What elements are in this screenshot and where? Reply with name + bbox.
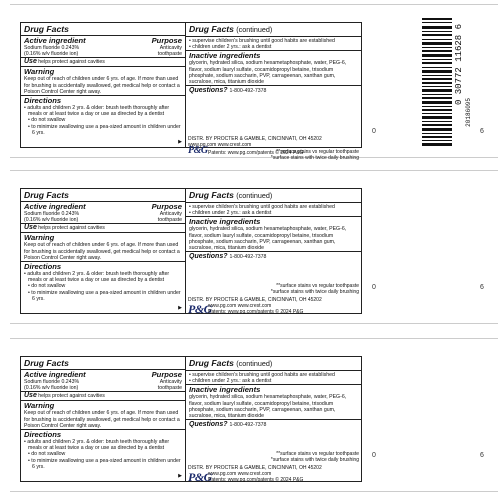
continued-bullet: • supervise children's brushing until good habits are established: [189, 372, 335, 378]
barcode-lot: 20186095: [465, 98, 472, 127]
side-mark-zero: 0: [372, 284, 376, 291]
continued-bullet: • supervise children's brushing until good habits are established: [189, 38, 335, 44]
continued-bullet: • children under 2 yrs.: ask a dentist: [186, 378, 361, 385]
drug-facts-box: [20, 356, 186, 482]
directions-item: • do not swallow: [28, 451, 66, 458]
inactive-text: glycerin, hydrated silica, sodium hexametaphosphate, water, PEG-6, flavor, sodium lauryl sulfate, cocamidopropyl betaine, trisodium phosphate, sodium saccharin, PVP, carrageenan, xanthan gum, sucralose, mica, titanium dioxide: [189, 226, 347, 252]
label-panel-3: [0, 334, 500, 496]
pg-logo: P&G: [188, 470, 212, 484]
stains-note: **surface stains vs regular toothpaste *surface stains with twice daily brushing: [270, 451, 359, 463]
use-text: helps protect against cavities: [38, 59, 105, 66]
use-row: Use helps protect against cavities: [21, 392, 185, 401]
directions-item: • adults and children 2 yrs. & older: brush teeth thoroughly after meals or at least twice a day or use as directed by a dentist: [24, 105, 170, 118]
active-ingredient-row: [21, 45, 185, 58]
drug-facts-box: [20, 22, 186, 148]
side-mark-zero: 0: [372, 128, 376, 135]
warning-text: Keep out of reach of children under 6 yrs. of age. If more than used for brushing is accidentally swallowed, get medical help or contact a Poison Control Center right away.: [21, 242, 185, 262]
warning-text: Keep out of reach of children under 6 yrs. of age. If more than used for brushing is accidentally swallowed, get medical help or contact a Poison Control Center right away.: [21, 410, 185, 430]
warning-label: Warning: [24, 67, 55, 77]
stains-note: **surface stains vs regular toothpaste *surface stains with twice daily brushing: [270, 149, 359, 161]
directions-item: • to minimize swallowing use a pea-sized amount in children under 6 yrs.: [28, 457, 181, 470]
directions-label: Directions: [24, 96, 62, 106]
questions-row: Questions? 1-800-492-7378: [186, 251, 361, 262]
active-ingredient-header: Active ingredient Purpose: [24, 202, 182, 211]
drug-facts-title: Drug Facts: [21, 189, 185, 202]
warning-label: Warning: [24, 233, 55, 243]
questions-phone: 1-800-492-7378: [229, 88, 267, 95]
inactive-label: Inactive ingredients: [189, 217, 261, 227]
continued-bullet: • children under 2 yrs.: ask a dentist: [186, 44, 361, 51]
active-ingredient-row: Sodium fluoride 0.243% (0.16% w/v fluoride ion) Anticavity toothpaste: [21, 379, 185, 392]
barcode-bars: [422, 14, 452, 152]
inactive-label: Inactive ingredients: [189, 385, 261, 395]
directions-item: • adults and children 2 yrs. & older: brush teeth thoroughly after meals or at least twice a day or use as directed by a dentist: [24, 271, 170, 284]
warning-text: Keep out of reach of children under 6 yrs. of age. If more than used for brushing is accidentally swallowed, get medical help or contact a Poison Control Center right away.: [21, 76, 185, 96]
purpose-1: Anticavity: [159, 45, 182, 51]
side-mark-six: 6: [480, 284, 484, 291]
continue-arrow-icon: ▶: [178, 305, 182, 311]
active-ingredient-note: (0.16% w/v fluoride ion): [24, 51, 79, 58]
continue-arrow-icon: ▶: [178, 139, 182, 145]
active-ingredient-header: Active ingredient Purpose: [24, 370, 182, 379]
active-ingredient-row: Sodium fluoride 0.243% (0.16% w/v fluoride ion) Anticavity toothpaste: [21, 211, 185, 224]
website-text: www.pg.com www.crest.com: [208, 303, 272, 309]
drug-facts-continued-box: [186, 22, 362, 148]
patents-text: Patents: www.pg.com/patents © 2024 P&G: [208, 477, 304, 483]
directions-item: • do not swallow: [28, 283, 66, 290]
pg-logo: P&G: [188, 302, 212, 316]
stains-note: **surface stains vs regular toothpaste *surface stains with twice daily brushing: [270, 283, 359, 295]
active-ingredient: Sodium fluoride 0.243%: [24, 45, 80, 51]
purpose-2: toothpaste: [157, 51, 182, 58]
purpose-label: Purpose: [151, 36, 182, 45]
use-row: [21, 58, 185, 67]
side-mark-zero: 0: [372, 452, 376, 459]
pg-logo: P&G: [188, 145, 208, 156]
active-ingredient-header: [21, 36, 185, 45]
directions-label: Directions: [24, 262, 62, 272]
warning-label: Warning: [24, 401, 55, 411]
directions-item: • adults and children 2 yrs. & older: brush teeth thoroughly after meals or at least twice a day or use as directed by a dentist: [24, 439, 170, 452]
drug-facts-continued-title: Drug Facts (continued): [186, 357, 361, 371]
drug-facts-box: [20, 188, 186, 314]
label-panel-2: [0, 166, 500, 328]
continue-arrow-icon: ▶: [178, 473, 182, 479]
directions-item: • to minimize swallowing use a pea-sized amount in children under 6 yrs.: [28, 123, 181, 136]
active-ingredient-label: Active ingredient: [24, 36, 86, 45]
drug-facts-title: Drug Facts: [21, 23, 185, 36]
continued-bullet: • supervise children's brushing until good habits are established: [189, 204, 335, 210]
directions-label: Directions: [24, 430, 62, 440]
questions-row: Questions? 1-800-492-7378: [186, 419, 361, 430]
drug-facts-title: Drug Facts: [21, 357, 185, 370]
directions-item: • do not swallow: [28, 117, 66, 124]
barcode-digits: 0 30772 11628 6: [454, 24, 464, 106]
distributor-text: DISTR. BY PROCTER & GAMBLE, CINCINNATI, OH 45202 www.pg.com www.crest.com: [188, 136, 322, 148]
distributor-text: DISTR. BY PROCTER & GAMBLE, CINCINNATI, OH 45202: [188, 297, 322, 303]
patents-text: Patents: www.pg.com/patents © 2024 P&G: [208, 309, 304, 315]
questions-row: Questions? 1-800-492-7378: [186, 85, 361, 96]
patents-text: Patents: www.pg.com/patents © 2024 P&G: [208, 150, 304, 156]
drug-facts-continued-title: Drug Facts (continued): [186, 189, 361, 203]
inactive-label: Inactive ingredients: [189, 51, 261, 61]
side-mark-six: 6: [480, 128, 484, 135]
website-text: www.pg.com www.crest.com: [208, 471, 272, 477]
inactive-text: glycerin, hydrated silica, sodium hexametaphosphate, water, PEG-6, flavor, sodium lauryl sulfate, cocamidopropyl betaine, trisodium phosphate, sodium saccharin, PVP, carrageenan, xanthan gum, sucralose, mica, titanium dioxide: [189, 60, 347, 86]
use-row: Use helps protect against cavities: [21, 224, 185, 233]
inactive-text: glycerin, hydrated silica, sodium hexametaphosphate, water, PEG-6, flavor, sodium lauryl sulfate, cocamidopropyl betaine, trisodium phosphate, sodium saccharin, PVP, carrageenan, xanthan gum, sucralose, mica, titanium dioxide: [189, 394, 347, 420]
barcode: [422, 14, 474, 152]
directions-item: • to minimize swallowing use a pea-sized amount in children under 6 yrs.: [28, 289, 181, 302]
side-mark-six: 6: [480, 452, 484, 459]
continued-bullet: • children under 2 yrs.: ask a dentist: [186, 210, 361, 217]
use-label: Use: [24, 58, 37, 66]
distributor-text: DISTR. BY PROCTER & GAMBLE, CINCINNATI, OH 45202: [188, 465, 322, 471]
drug-facts-continued-title: Drug Facts (continued): [186, 23, 361, 37]
